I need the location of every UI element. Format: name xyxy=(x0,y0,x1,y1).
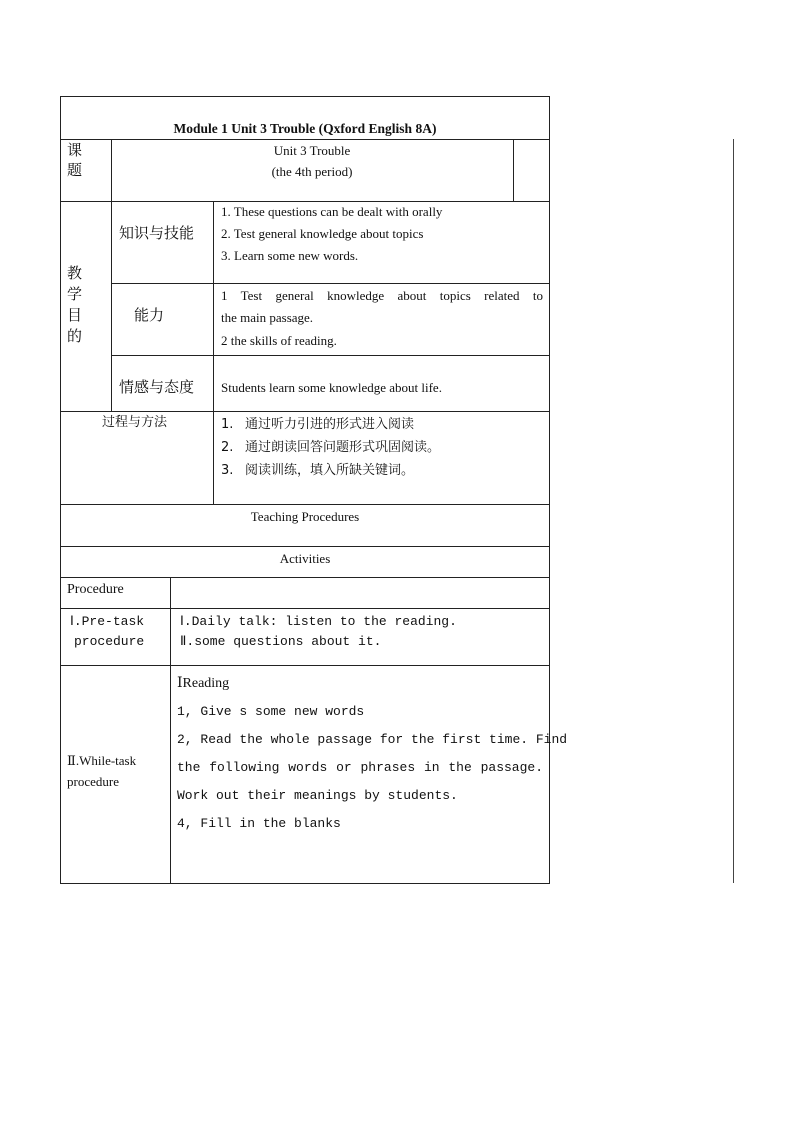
knowledge-label: 知识与技能 xyxy=(119,224,195,242)
page-edge-line xyxy=(733,139,734,883)
row-divider xyxy=(60,546,550,547)
teaching-procedures-heading: Teaching Procedures xyxy=(250,509,360,524)
ability-item-3: 2 the skills of reading. xyxy=(221,333,337,348)
topic-label-2: 题 xyxy=(67,161,83,179)
row-divider xyxy=(60,504,550,505)
pretask-line-2: Ⅱ.some questions about it. xyxy=(180,634,382,649)
knowledge-item-3: 3. Learn some new words. xyxy=(221,248,359,263)
whiletask-line-1: ⅠReading xyxy=(177,676,230,691)
objectives-label-4: 的 xyxy=(67,327,83,345)
ability-item-1: 1 Test general knowledge about topics related to xyxy=(221,288,543,303)
knowledge-item-2: 2. Test general knowledge about topics xyxy=(221,226,424,241)
row-divider xyxy=(60,665,550,666)
topic-line-1: Unit 3 Trouble xyxy=(273,143,351,158)
row-divider xyxy=(111,283,550,284)
row-divider xyxy=(60,139,550,140)
whiletask-line-5: Work out their meanings by students. xyxy=(177,788,458,803)
process-num-1: 1. xyxy=(221,417,234,432)
whiletask-label-1: Ⅱ.While-task xyxy=(67,753,137,768)
knowledge-item-1: 1. These questions can be dealt with orally xyxy=(221,204,443,219)
whiletask-label-2: procedure xyxy=(67,774,119,789)
col-divider xyxy=(111,139,112,411)
emotion-text: Students learn some knowledge about life. xyxy=(221,380,442,395)
whiletask-line-2: 1, Give s some new words xyxy=(177,704,365,719)
row-divider xyxy=(111,355,550,356)
row-divider xyxy=(60,577,550,578)
objectives-label-3: 目 xyxy=(67,306,83,324)
row-divider xyxy=(60,201,550,202)
pretask-line-1: Ⅰ.Daily talk: listen to the reading. xyxy=(180,614,457,629)
emotion-label: 情感与态度 xyxy=(119,378,195,396)
process-label: 过程与方法 xyxy=(102,415,168,430)
topic-line-2: (the 4th period) xyxy=(271,164,353,179)
whiletask-line-3: 2, Read the whole passage for the first time. Find xyxy=(177,732,568,747)
pretask-label-1: Ⅰ.Pre-task xyxy=(70,614,145,629)
col-divider xyxy=(170,577,171,884)
row-divider xyxy=(60,411,550,412)
process-item-1: 通过听力引进的形式进入阅读 xyxy=(245,417,415,432)
procedure-header: Procedure xyxy=(67,582,124,597)
page-title: Module 1 Unit 3 Trouble (Qxford English 8A) xyxy=(173,121,437,136)
whiletask-line-4: the following words or phrases in the passage. xyxy=(177,760,543,775)
process-num-3: 3. xyxy=(221,463,234,478)
col-divider xyxy=(213,201,214,504)
process-item-3: 阅读训练，填入所缺关键词。 xyxy=(245,463,415,478)
process-item-2: 通过朗读回答问题形式巩固阅读。 xyxy=(245,440,441,455)
row-divider xyxy=(60,608,550,609)
ability-label: 能力 xyxy=(134,306,165,324)
process-num-2: 2. xyxy=(221,440,234,455)
ability-item-2: the main passage. xyxy=(221,310,314,325)
pretask-label-2: procedure xyxy=(74,634,145,649)
whiletask-line-6: 4, Fill in the blanks xyxy=(177,816,341,831)
activities-heading: Activities xyxy=(279,551,331,566)
topic-label-1: 课 xyxy=(67,141,83,159)
col-divider xyxy=(513,139,514,201)
objectives-label-1: 教 xyxy=(67,264,83,282)
objectives-label-2: 学 xyxy=(67,285,83,303)
